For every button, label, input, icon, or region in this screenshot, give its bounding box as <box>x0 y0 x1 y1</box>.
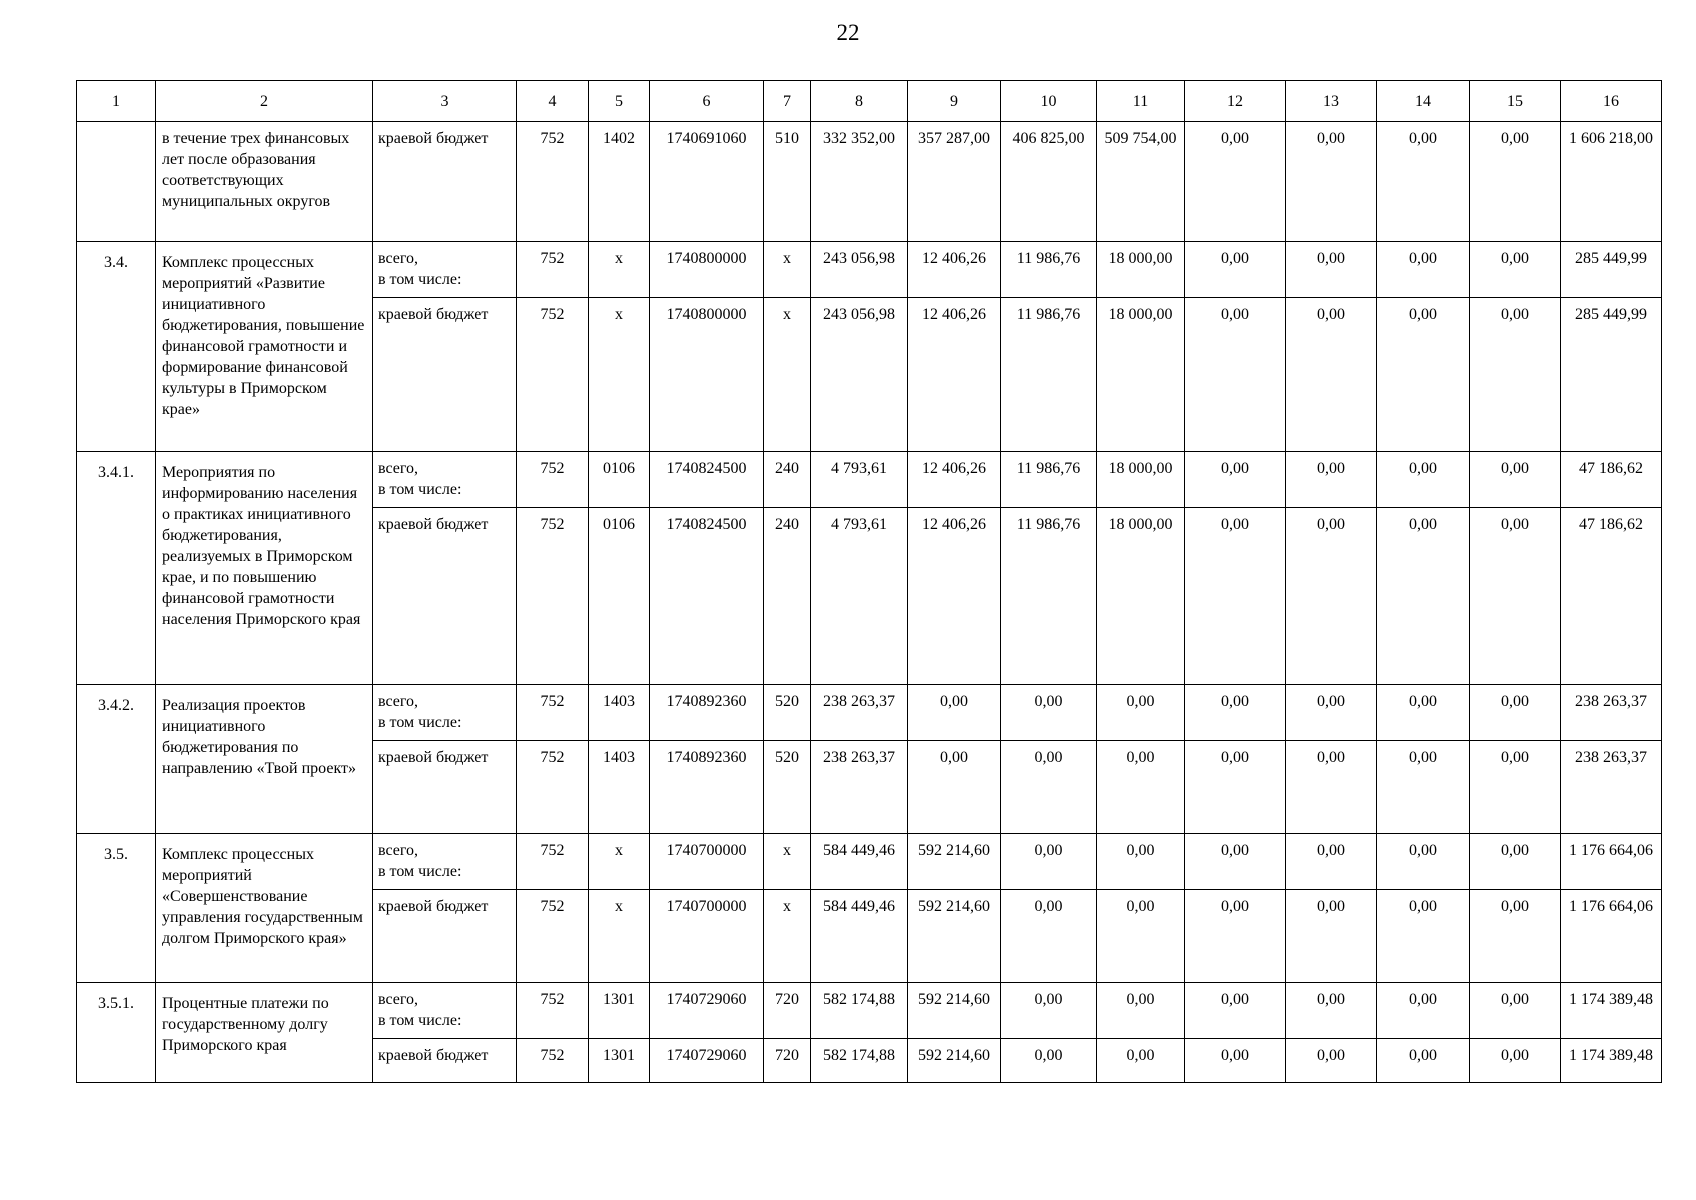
column-10-cell: 0,00 <box>1001 890 1097 983</box>
funding-source: краевой бюджет <box>373 298 517 452</box>
table-body <box>77 81 1662 1083</box>
column-5-cell: x <box>589 242 650 298</box>
column-11-cell: 509 754,00 <box>1097 122 1185 242</box>
item-description: Комплекс процессных мероприятий «Совершенствование управления государственным долгом Приморского края» <box>156 834 373 983</box>
column-8-cell: 332 352,00 <box>811 122 908 242</box>
funding-source-line: всего, <box>378 460 419 477</box>
funding-source <box>373 983 517 1039</box>
funding-source <box>373 685 517 741</box>
column-14-cell: 0,00 <box>1377 834 1470 890</box>
funding-source-line: всего, <box>378 250 419 267</box>
column-9-cell: 592 214,60 <box>908 1039 1001 1083</box>
column-12-cell: 0,00 <box>1185 242 1286 298</box>
table-row <box>77 685 1662 741</box>
column-16-cell: 1 176 664,06 <box>1561 890 1662 983</box>
column-15-cell: 0,00 <box>1470 122 1561 242</box>
column-11-cell: 0,00 <box>1097 1039 1185 1083</box>
column-6-cell: 1740700000 <box>650 834 764 890</box>
funding-source-line: всего, <box>378 693 419 710</box>
column-14-cell: 0,00 <box>1377 741 1470 834</box>
column-4-cell: 752 <box>517 685 589 741</box>
column-16-cell: 47 186,62 <box>1561 452 1662 508</box>
funding-source: краевой бюджет <box>373 508 517 685</box>
column-11-cell: 18 000,00 <box>1097 242 1185 298</box>
item-description: Процентные платежи по государственному долгу Приморского края <box>156 983 373 1083</box>
column-10-cell: 11 986,76 <box>1001 452 1097 508</box>
item-description: в течение трех финансовых лет после образования соответствующих муниципальных округов <box>156 122 373 242</box>
column-8-cell: 4 793,61 <box>811 508 908 685</box>
funding-source-line: в том числе: <box>378 863 462 880</box>
funding-source <box>373 834 517 890</box>
column-9-cell: 0,00 <box>908 741 1001 834</box>
column-10-cell: 11 986,76 <box>1001 242 1097 298</box>
column-15-cell: 0,00 <box>1470 1039 1561 1083</box>
column-9-cell: 592 214,60 <box>908 983 1001 1039</box>
item-description: Мероприятия по информированию населения о практиках инициативного бюджетирования, реализуемых в Приморском крае, и по повышению финансовой грамотности населения Приморского края <box>156 452 373 685</box>
column-6-cell: 1740729060 <box>650 983 764 1039</box>
column-8-cell: 238 263,37 <box>811 685 908 741</box>
column-11-cell: 0,00 <box>1097 685 1185 741</box>
column-12-cell: 0,00 <box>1185 1039 1286 1083</box>
column-13-cell: 0,00 <box>1286 452 1377 508</box>
column-4-cell: 752 <box>517 890 589 983</box>
header-row <box>77 81 1662 122</box>
item-number <box>77 122 156 242</box>
funding-source-line: в том числе: <box>378 481 462 498</box>
column-6-cell: 1740700000 <box>650 890 764 983</box>
table-row <box>77 242 1662 298</box>
item-number: 3.4.2. <box>77 685 156 834</box>
column-7-cell: 510 <box>764 122 811 242</box>
column-5-cell: 1301 <box>589 1039 650 1083</box>
column-6-cell: 1740824500 <box>650 508 764 685</box>
column-15-cell: 0,00 <box>1470 741 1561 834</box>
column-9-cell: 357 287,00 <box>908 122 1001 242</box>
column-5-cell: x <box>589 834 650 890</box>
funding-source: краевой бюджет <box>373 122 517 242</box>
column-5-cell: 1301 <box>589 983 650 1039</box>
funding-source: краевой бюджет <box>373 1039 517 1083</box>
column-13-cell: 0,00 <box>1286 890 1377 983</box>
column-header: 10 <box>1001 81 1097 122</box>
column-13-cell: 0,00 <box>1286 122 1377 242</box>
column-12-cell: 0,00 <box>1185 983 1286 1039</box>
column-14-cell: 0,00 <box>1377 1039 1470 1083</box>
funding-source: краевой бюджет <box>373 890 517 983</box>
funding-source-line: в том числе: <box>378 1012 462 1029</box>
column-8-cell: 243 056,98 <box>811 242 908 298</box>
column-9-cell: 12 406,26 <box>908 298 1001 452</box>
column-header: 11 <box>1097 81 1185 122</box>
column-header: 1 <box>77 81 156 122</box>
column-6-cell: 1740729060 <box>650 1039 764 1083</box>
table-row <box>77 983 1662 1039</box>
item-number: 3.5.1. <box>77 983 156 1083</box>
column-14-cell: 0,00 <box>1377 890 1470 983</box>
column-13-cell: 0,00 <box>1286 685 1377 741</box>
budget-table <box>76 80 1662 1083</box>
page-number: 22 <box>836 20 860 45</box>
column-9-cell: 12 406,26 <box>908 452 1001 508</box>
item-number: 3.5. <box>77 834 156 983</box>
column-11-cell: 18 000,00 <box>1097 298 1185 452</box>
column-5-cell: 1403 <box>589 741 650 834</box>
column-9-cell: 12 406,26 <box>908 242 1001 298</box>
column-header: 4 <box>517 81 589 122</box>
column-9-cell: 592 214,60 <box>908 890 1001 983</box>
column-5-cell: 1402 <box>589 122 650 242</box>
column-14-cell: 0,00 <box>1377 983 1470 1039</box>
column-14-cell: 0,00 <box>1377 298 1470 452</box>
funding-source: краевой бюджет <box>373 741 517 834</box>
funding-source-line: в том числе: <box>378 271 462 288</box>
column-16-cell: 285 449,99 <box>1561 298 1662 452</box>
column-header: 9 <box>908 81 1001 122</box>
column-15-cell: 0,00 <box>1470 685 1561 741</box>
column-header: 2 <box>156 81 373 122</box>
column-7-cell: x <box>764 890 811 983</box>
column-14-cell: 0,00 <box>1377 122 1470 242</box>
column-8-cell: 584 449,46 <box>811 834 908 890</box>
column-13-cell: 0,00 <box>1286 508 1377 685</box>
column-header: 5 <box>589 81 650 122</box>
column-7-cell: 240 <box>764 508 811 685</box>
column-9-cell: 12 406,26 <box>908 508 1001 685</box>
column-header: 14 <box>1377 81 1470 122</box>
column-10-cell: 0,00 <box>1001 741 1097 834</box>
column-12-cell: 0,00 <box>1185 298 1286 452</box>
column-10-cell: 0,00 <box>1001 834 1097 890</box>
column-12-cell: 0,00 <box>1185 834 1286 890</box>
column-12-cell: 0,00 <box>1185 890 1286 983</box>
column-16-cell: 1 174 389,48 <box>1561 1039 1662 1083</box>
column-16-cell: 238 263,37 <box>1561 685 1662 741</box>
funding-source <box>373 452 517 508</box>
column-14-cell: 0,00 <box>1377 508 1470 685</box>
column-4-cell: 752 <box>517 242 589 298</box>
column-4-cell: 752 <box>517 834 589 890</box>
funding-source <box>373 242 517 298</box>
column-13-cell: 0,00 <box>1286 242 1377 298</box>
column-13-cell: 0,00 <box>1286 834 1377 890</box>
column-4-cell: 752 <box>517 452 589 508</box>
column-header: 6 <box>650 81 764 122</box>
column-11-cell: 18 000,00 <box>1097 508 1185 685</box>
column-7-cell: 520 <box>764 685 811 741</box>
column-7-cell: x <box>764 242 811 298</box>
column-7-cell: 520 <box>764 741 811 834</box>
column-12-cell: 0,00 <box>1185 741 1286 834</box>
column-6-cell: 1740800000 <box>650 298 764 452</box>
column-14-cell: 0,00 <box>1377 685 1470 741</box>
column-10-cell: 0,00 <box>1001 1039 1097 1083</box>
funding-source-line: всего, <box>378 991 419 1008</box>
column-11-cell: 0,00 <box>1097 983 1185 1039</box>
column-11-cell: 0,00 <box>1097 890 1185 983</box>
column-4-cell: 752 <box>517 983 589 1039</box>
column-header: 15 <box>1470 81 1561 122</box>
column-13-cell: 0,00 <box>1286 983 1377 1039</box>
column-8-cell: 243 056,98 <box>811 298 908 452</box>
column-11-cell: 0,00 <box>1097 834 1185 890</box>
column-7-cell: 720 <box>764 1039 811 1083</box>
column-10-cell: 406 825,00 <box>1001 122 1097 242</box>
column-12-cell: 0,00 <box>1185 685 1286 741</box>
column-11-cell: 18 000,00 <box>1097 452 1185 508</box>
column-14-cell: 0,00 <box>1377 242 1470 298</box>
column-5-cell: 0106 <box>589 508 650 685</box>
column-7-cell: 240 <box>764 452 811 508</box>
column-8-cell: 582 174,88 <box>811 1039 908 1083</box>
column-16-cell: 1 174 389,48 <box>1561 983 1662 1039</box>
column-8-cell: 582 174,88 <box>811 983 908 1039</box>
column-header: 12 <box>1185 81 1286 122</box>
column-15-cell: 0,00 <box>1470 242 1561 298</box>
column-10-cell: 11 986,76 <box>1001 298 1097 452</box>
column-13-cell: 0,00 <box>1286 298 1377 452</box>
column-11-cell: 0,00 <box>1097 741 1185 834</box>
column-14-cell: 0,00 <box>1377 452 1470 508</box>
column-9-cell: 0,00 <box>908 685 1001 741</box>
column-15-cell: 0,00 <box>1470 983 1561 1039</box>
column-5-cell: x <box>589 298 650 452</box>
table-row <box>77 452 1662 508</box>
column-6-cell: 1740892360 <box>650 741 764 834</box>
column-16-cell: 285 449,99 <box>1561 242 1662 298</box>
column-4-cell: 752 <box>517 122 589 242</box>
column-15-cell: 0,00 <box>1470 508 1561 685</box>
column-4-cell: 752 <box>517 298 589 452</box>
item-description: Комплекс процессных мероприятий «Развитие инициативного бюджетирования, повышение финансовой грамотности и формирование финансовой культуры в Приморском крае» <box>156 242 373 452</box>
column-8-cell: 584 449,46 <box>811 890 908 983</box>
column-15-cell: 0,00 <box>1470 890 1561 983</box>
column-13-cell: 0,00 <box>1286 741 1377 834</box>
column-8-cell: 238 263,37 <box>811 741 908 834</box>
column-16-cell: 1 176 664,06 <box>1561 834 1662 890</box>
column-7-cell: 720 <box>764 983 811 1039</box>
column-6-cell: 1740824500 <box>650 452 764 508</box>
column-15-cell: 0,00 <box>1470 834 1561 890</box>
column-header: 3 <box>373 81 517 122</box>
item-number: 3.4.1. <box>77 452 156 685</box>
funding-source-line: всего, <box>378 842 419 859</box>
table-row <box>77 834 1662 890</box>
column-header: 8 <box>811 81 908 122</box>
column-10-cell: 0,00 <box>1001 983 1097 1039</box>
column-5-cell: 1403 <box>589 685 650 741</box>
column-10-cell: 0,00 <box>1001 685 1097 741</box>
column-12-cell: 0,00 <box>1185 122 1286 242</box>
column-5-cell: x <box>589 890 650 983</box>
column-header: 7 <box>764 81 811 122</box>
column-16-cell: 47 186,62 <box>1561 508 1662 685</box>
column-7-cell: x <box>764 298 811 452</box>
column-9-cell: 592 214,60 <box>908 834 1001 890</box>
column-12-cell: 0,00 <box>1185 508 1286 685</box>
column-6-cell: 1740691060 <box>650 122 764 242</box>
column-4-cell: 752 <box>517 741 589 834</box>
column-header: 16 <box>1561 81 1662 122</box>
column-16-cell: 238 263,37 <box>1561 741 1662 834</box>
column-4-cell: 752 <box>517 1039 589 1083</box>
table-row <box>77 122 1662 242</box>
column-8-cell: 4 793,61 <box>811 452 908 508</box>
funding-source-line: в том числе: <box>378 714 462 731</box>
column-header: 13 <box>1286 81 1377 122</box>
column-7-cell: x <box>764 834 811 890</box>
item-number: 3.4. <box>77 242 156 452</box>
column-4-cell: 752 <box>517 508 589 685</box>
column-6-cell: 1740892360 <box>650 685 764 741</box>
column-6-cell: 1740800000 <box>650 242 764 298</box>
column-5-cell: 0106 <box>589 452 650 508</box>
column-15-cell: 0,00 <box>1470 452 1561 508</box>
item-description: Реализация проектов инициативного бюджетирования по направлению «Твой проект» <box>156 685 373 834</box>
column-16-cell: 1 606 218,00 <box>1561 122 1662 242</box>
column-15-cell: 0,00 <box>1470 298 1561 452</box>
column-10-cell: 11 986,76 <box>1001 508 1097 685</box>
column-13-cell: 0,00 <box>1286 1039 1377 1083</box>
column-12-cell: 0,00 <box>1185 452 1286 508</box>
